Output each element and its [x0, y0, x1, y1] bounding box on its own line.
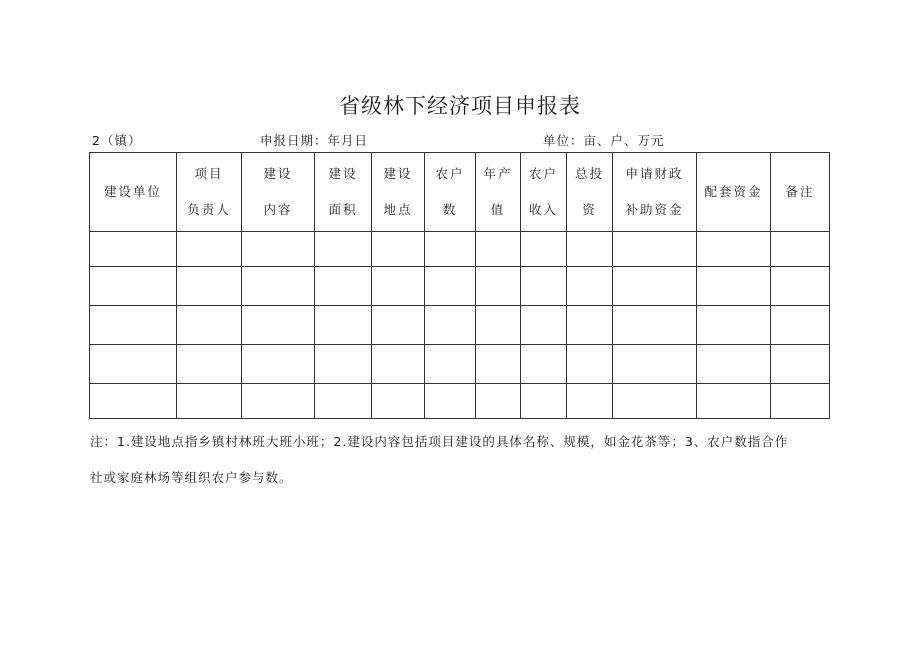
- table-cell[interactable]: [476, 345, 521, 384]
- table-cell[interactable]: [425, 267, 476, 306]
- table-cell[interactable]: [90, 267, 177, 306]
- col-header-area: 建设 面积: [315, 153, 372, 232]
- table-cell[interactable]: [567, 345, 613, 384]
- report-date-label: 申报日期：年月日: [260, 133, 369, 148]
- col-header-content: 建设 内容: [242, 153, 315, 232]
- table-cell[interactable]: [242, 232, 315, 267]
- report-table: [89, 152, 830, 419]
- table-cell[interactable]: [372, 232, 425, 267]
- table-cell[interactable]: [90, 306, 177, 345]
- col-header-subsidy: 申请财政 补助资金: [613, 153, 697, 232]
- table-cell[interactable]: [242, 267, 315, 306]
- table-cell[interactable]: [425, 306, 476, 345]
- table-cell[interactable]: [425, 232, 476, 267]
- region-label: 2（镇）: [92, 133, 142, 148]
- table-cell[interactable]: [613, 267, 697, 306]
- table-cell[interactable]: [697, 267, 771, 306]
- table-cell[interactable]: [242, 384, 315, 419]
- table-row: [90, 384, 830, 419]
- col-header-output: 年产 值: [476, 153, 521, 232]
- table-cell[interactable]: [476, 384, 521, 419]
- col-header-investment: 总投 资: [567, 153, 613, 232]
- footnote-line-2: 社或家庭林场等组织农户参与数。: [90, 470, 293, 485]
- table-cell[interactable]: [567, 267, 613, 306]
- table-cell[interactable]: [372, 306, 425, 345]
- table-cell[interactable]: [771, 384, 830, 419]
- table-row: [90, 232, 830, 267]
- table-cell[interactable]: [476, 267, 521, 306]
- table-cell[interactable]: [613, 384, 697, 419]
- table-cell[interactable]: [315, 267, 372, 306]
- table-cell[interactable]: [771, 345, 830, 384]
- table-cell[interactable]: [613, 232, 697, 267]
- table-cell[interactable]: [771, 267, 830, 306]
- table-cell[interactable]: [771, 232, 830, 267]
- col-header-households: 农户 数: [425, 153, 476, 232]
- table-cell[interactable]: [567, 384, 613, 419]
- table-cell[interactable]: [177, 384, 242, 419]
- table-cell[interactable]: [315, 306, 372, 345]
- table-cell[interactable]: [242, 306, 315, 345]
- table-cell[interactable]: [476, 232, 521, 267]
- table-cell[interactable]: [476, 306, 521, 345]
- table-row: [90, 306, 830, 345]
- table-cell[interactable]: [697, 232, 771, 267]
- table-cell[interactable]: [425, 384, 476, 419]
- table-row: [90, 267, 830, 306]
- table-cell[interactable]: [177, 267, 242, 306]
- table-cell[interactable]: [372, 267, 425, 306]
- col-header-leader: 项目 负责人: [177, 153, 242, 232]
- footnote-line-1: 注：1.建设地点指乡镇村林班大班小班；2.建设内容包括项目建设的具体名称、规模，如金花茶等；3、农户数指合作: [90, 434, 789, 449]
- table-cell[interactable]: [177, 345, 242, 384]
- col-header-location: 建设 地点: [372, 153, 425, 232]
- table-cell[interactable]: [567, 306, 613, 345]
- table-cell[interactable]: [90, 345, 177, 384]
- table-cell[interactable]: [90, 384, 177, 419]
- table-cell[interactable]: [771, 306, 830, 345]
- table-header-row: [90, 153, 830, 232]
- table-cell[interactable]: [177, 306, 242, 345]
- table-cell[interactable]: [521, 232, 567, 267]
- table-cell[interactable]: [697, 306, 771, 345]
- table-cell[interactable]: [697, 384, 771, 419]
- table-cell[interactable]: [315, 384, 372, 419]
- table-cell[interactable]: [315, 345, 372, 384]
- table-cell[interactable]: [521, 306, 567, 345]
- table-cell[interactable]: [242, 345, 315, 384]
- table-cell[interactable]: [177, 232, 242, 267]
- table-cell[interactable]: [521, 384, 567, 419]
- col-header-unit: 建设单位: [90, 153, 177, 232]
- table-cell[interactable]: [613, 306, 697, 345]
- table-cell[interactable]: [613, 345, 697, 384]
- table-cell[interactable]: [372, 345, 425, 384]
- page-title: 省级林下经济项目申报表: [339, 94, 581, 118]
- table-cell[interactable]: [90, 232, 177, 267]
- col-header-income: 农户 收入: [521, 153, 567, 232]
- col-header-remarks: 备注: [771, 153, 830, 232]
- table-row: [90, 345, 830, 384]
- table-cell[interactable]: [567, 232, 613, 267]
- table-cell[interactable]: [315, 232, 372, 267]
- table-cell[interactable]: [372, 384, 425, 419]
- unit-label: 单位：亩、户、万元: [543, 133, 665, 148]
- table-cell[interactable]: [521, 345, 567, 384]
- table-cell[interactable]: [697, 345, 771, 384]
- table-cell[interactable]: [425, 345, 476, 384]
- table-cell[interactable]: [521, 267, 567, 306]
- col-header-matching: 配套资金: [697, 153, 771, 232]
